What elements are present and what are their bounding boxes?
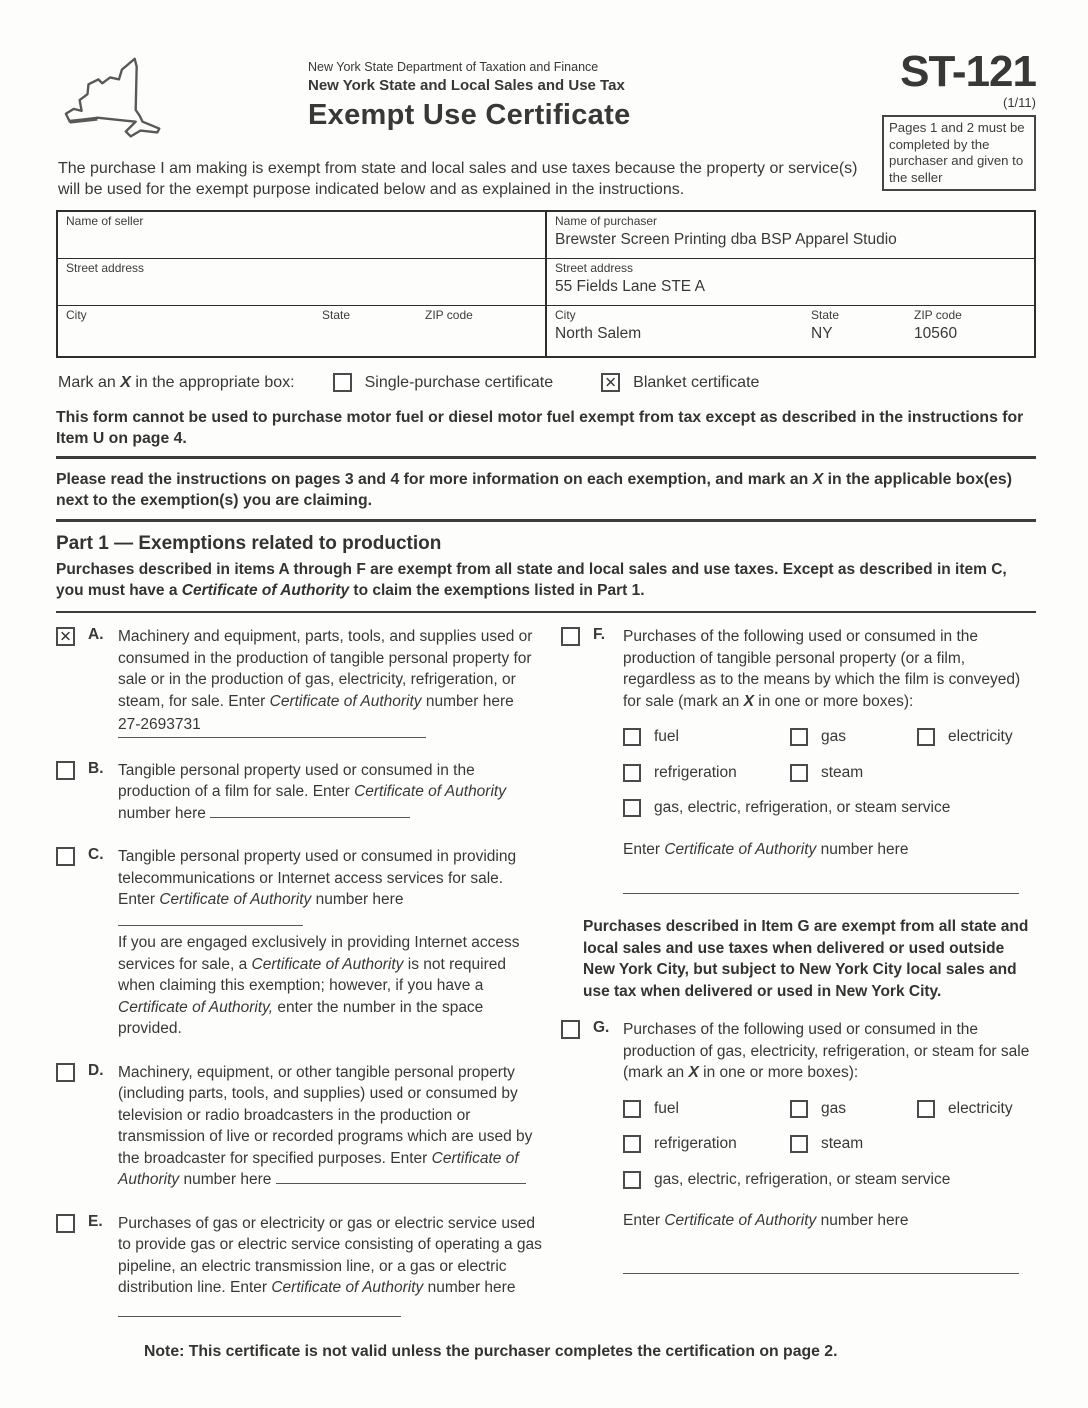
item-g (561, 1019, 1036, 1274)
seller-column (58, 212, 545, 356)
item-g-electricity-label: electricity (948, 1099, 1013, 1117)
item-g-gas-checkbox[interactable] (790, 1100, 808, 1118)
form-number-block (882, 47, 1036, 191)
item-b (56, 760, 543, 825)
item-a-letter: A. (88, 626, 104, 643)
item-f-enter-coa: Enter Certificate of Authority number here (623, 840, 909, 858)
purchaser-city-row (547, 306, 1034, 356)
seller-name-label: Name of seller (66, 214, 144, 228)
item-f-electricity-checkbox[interactable] (917, 728, 935, 746)
nys-map-icon (58, 52, 176, 157)
left-column (56, 626, 543, 1339)
item-g-refrigeration-label: refrigeration (654, 1135, 737, 1152)
item-a (56, 626, 543, 738)
item-f-steam-label: steam (821, 763, 864, 781)
seller-zip-field[interactable] (425, 325, 537, 343)
blanket-certificate-checkbox[interactable] (601, 373, 620, 392)
item-a-checkbox[interactable] (56, 627, 75, 646)
purchaser-street-cell (547, 259, 1034, 306)
item-f-checkbox[interactable] (561, 627, 580, 646)
item-e-text: Purchases of gas or electricity or gas or electric service used to provide gas or electric service consisting of operating a gas pipeline, an electric transmission line, or a gas or electric distribution line. Enter Certificate of Authority number here (118, 1213, 543, 1317)
item-f-gas-label: gas (821, 728, 846, 745)
item-f-options-row1 (623, 726, 1036, 748)
item-f-coa-blank[interactable] (623, 892, 1019, 894)
item-f (561, 626, 1036, 894)
item-c-text: Tangible personal property used or consumed in providing telecommunications or Internet access services for sale. Enter Certificate of Authority number here If you are engaged exclusively in providing Internet access services for sale, a Certificate of Authority is not required when claiming this exemption; however, if you have a Certificate of Authority, enter the number in the space provided. (118, 846, 543, 1040)
item-c-note: If you are engaged exclusively in providing Internet access services for sale, a Certificate of Authority is not required when claiming this exemption; however, if you have a Certificate of Authority, enter the number in the space provided. (118, 934, 520, 1037)
item-g-options-row2 (623, 1133, 1036, 1155)
tax-type-line: New York State and Local Sales and Use Tax (308, 77, 625, 94)
part1-intro: Purchases described in items A through F are exempt from all state and local sales and use taxes. Except as described in item C, you must have a Certificate of Authority to claim the exemptions listed in Part 1. (56, 560, 1036, 613)
item-f-text: Purchases of the following used or consumed in the production of tangible personal property (or a film, regardless as to the means by which the film is conveyed) for sale (mark an X in one or more boxes): fuel gas electricity refrigeration steam gas, electric, refrigeration, or steam service Enter Certificate of Authority number here (623, 626, 1036, 894)
form-revision: (1/11) (1003, 95, 1036, 110)
purchaser-name-field[interactable]: Brewster Screen Printing dba BSP Apparel Studio (555, 231, 897, 248)
item-g-options-row3 (623, 1169, 1036, 1191)
item-g-refrigeration-checkbox[interactable] (623, 1135, 641, 1153)
single-purchase-label: Single-purchase certificate (364, 373, 554, 391)
seller-state-label: State (322, 308, 351, 322)
item-e-letter: E. (88, 1212, 103, 1230)
item-d-text: Machinery, equipment, or other tangible personal property (including parts, tools, and supplies) used or consumed by television or radio broadcasters in the production or transmission of live or recorded programs which are used by the broadcaster for specified purposes. Enter Certificate of Authority number here (118, 1063, 533, 1188)
item-f-letter: F. (593, 626, 606, 643)
item-c-coa-blank[interactable] (118, 912, 303, 926)
item-c (56, 846, 543, 1040)
item-b-checkbox[interactable] (56, 761, 75, 780)
item-f-options-row2 (623, 762, 1036, 784)
blanket-certificate-label: Blanket certificate (633, 373, 760, 391)
item-g-notice: Purchases described in Item G are exempt from all state and local sales and use taxes when delivered or used outside New York City, but subject to New York City local sales and use tax when delivered or used in New York City. (583, 918, 1029, 1000)
item-g-electricity-checkbox[interactable] (917, 1100, 935, 1118)
item-d-checkbox[interactable] (56, 1063, 75, 1082)
item-f-service-checkbox[interactable] (623, 799, 641, 817)
seller-city-row (58, 306, 545, 356)
exemption-columns (56, 626, 1036, 1339)
read-instructions-notice: Please read the instructions on pages 3 and 4 for more information on each exemption, and mark an X in the applicable box(es) next to the exemption(s) you are claiming. (56, 469, 1036, 522)
item-g-gas-label: gas (821, 1099, 846, 1117)
certificate-type-row (58, 373, 1036, 392)
item-a-text: Machinery and equipment, parts, tools, and supplies used or consumed in the production of tangible personal property for sale or in the production of gas, electricity, refrigeration, or steam, for sale. Enter Certificate of Authority number here 27-2693731 (118, 626, 543, 738)
item-g-fuel-label: fuel (654, 1099, 679, 1117)
item-f-gas-checkbox[interactable] (790, 728, 808, 746)
item-g-steam-checkbox[interactable] (790, 1135, 808, 1153)
item-e (56, 1213, 543, 1317)
part1-heading: Part 1 — Exemptions related to production (56, 533, 442, 554)
purchaser-name-label: Name of purchaser (555, 214, 658, 228)
seller-name-cell (58, 212, 545, 259)
item-g-fuel-checkbox[interactable] (623, 1100, 641, 1118)
item-b-coa-blank[interactable] (210, 804, 410, 818)
item-g-options-row1 (623, 1098, 1036, 1120)
form-title: Exempt Use Certificate (308, 99, 631, 131)
item-d-letter: D. (88, 1061, 104, 1079)
purchaser-street-label: Street address (555, 261, 634, 275)
seller-name-field[interactable] (66, 231, 537, 249)
item-f-refrigeration-label: refrigeration (654, 763, 737, 781)
item-g-enter-coa: Enter Certificate of Authority number here (623, 1212, 909, 1229)
purchaser-city-label: City (555, 308, 576, 322)
seller-street-label: Street address (66, 261, 145, 275)
parties-table (56, 210, 1036, 358)
item-g-service-checkbox[interactable] (623, 1171, 641, 1189)
exemption-intro: The purchase I am making is exempt from state and local sales and use taxes because the property or service(s) will be used for the exempt purpose indicated below and as explained in the instructions. (58, 160, 858, 198)
item-c-checkbox[interactable] (56, 847, 75, 866)
seller-city-field[interactable] (66, 325, 322, 343)
item-g-text: Purchases of the following used or consumed in the production of gas, electricity, refrigeration, or steam for sale (mark an X in one or more boxes): fuel gas electricity refrigeration steam gas, electric, refrigeration, or steam service Enter Certificate of Authority number here (623, 1019, 1036, 1274)
item-b-text: Tangible personal property used or consumed in the production of a film for sale. Enter Certificate of Authority number here (118, 761, 506, 822)
pages-note-box: Pages 1 and 2 must be completed by the purchaser and given to the seller (882, 115, 1036, 191)
seller-street-field[interactable] (66, 278, 537, 296)
seller-zip-label: ZIP code (425, 308, 473, 322)
purchaser-state-label: State (811, 308, 840, 322)
item-f-fuel-label: fuel (654, 728, 679, 745)
seller-city-label: City (66, 308, 87, 322)
item-f-electricity-label: electricity (948, 728, 1013, 745)
item-g-checkbox[interactable] (561, 1020, 580, 1039)
item-b-letter: B. (88, 759, 104, 777)
form-number: ST-121 (900, 47, 1036, 96)
department-line: New York State Department of Taxation and Finance (308, 60, 599, 74)
purchaser-zip-label: ZIP code (914, 308, 962, 322)
item-f-service-label: gas, electric, refrigeration, or steam service (654, 799, 951, 816)
motor-fuel-notice: This form cannot be used to purchase motor fuel or diesel motor fuel exempt from tax except as described in the instructions for Item U on page 4. (56, 407, 1036, 459)
single-purchase-checkbox[interactable] (333, 373, 352, 392)
item-c-letter: C. (88, 846, 104, 863)
item-g-steam-label: steam (821, 1135, 864, 1152)
item-g-coa-blank[interactable] (623, 1272, 1019, 1274)
item-d (56, 1062, 543, 1191)
purchaser-street-field[interactable]: 55 Fields Lane STE A (555, 278, 705, 295)
item-f-fuel-checkbox[interactable] (623, 728, 641, 746)
purchaser-state-field[interactable]: NY (811, 325, 833, 342)
item-f-refrigeration-checkbox[interactable] (623, 764, 641, 782)
purchaser-zip-field[interactable]: 10560 (914, 325, 958, 342)
seller-state-field[interactable] (322, 325, 425, 343)
item-e-coa-blank[interactable] (118, 1315, 401, 1317)
item-g-service-label: gas, electric, refrigeration, or steam service (654, 1170, 951, 1188)
item-g-letter: G. (593, 1019, 610, 1036)
purchaser-column (545, 212, 1034, 356)
purchaser-name-cell (547, 212, 1034, 259)
item-f-options-row3 (623, 797, 1036, 819)
item-f-steam-checkbox[interactable] (790, 764, 808, 782)
right-column (561, 626, 1036, 1339)
seller-street-cell (58, 259, 545, 306)
item-d-coa-blank[interactable] (276, 1170, 526, 1184)
item-e-checkbox[interactable] (56, 1214, 75, 1233)
certification-note: Note: This certificate is not valid unless the purchaser completes the certification on page 2. (144, 1342, 838, 1360)
purchaser-city-field[interactable]: North Salem (555, 325, 642, 342)
item-a-coa-number[interactable]: 27-2693731 (118, 714, 426, 738)
certificate-type-prompt: Mark an X in the appropriate box: (58, 373, 295, 391)
